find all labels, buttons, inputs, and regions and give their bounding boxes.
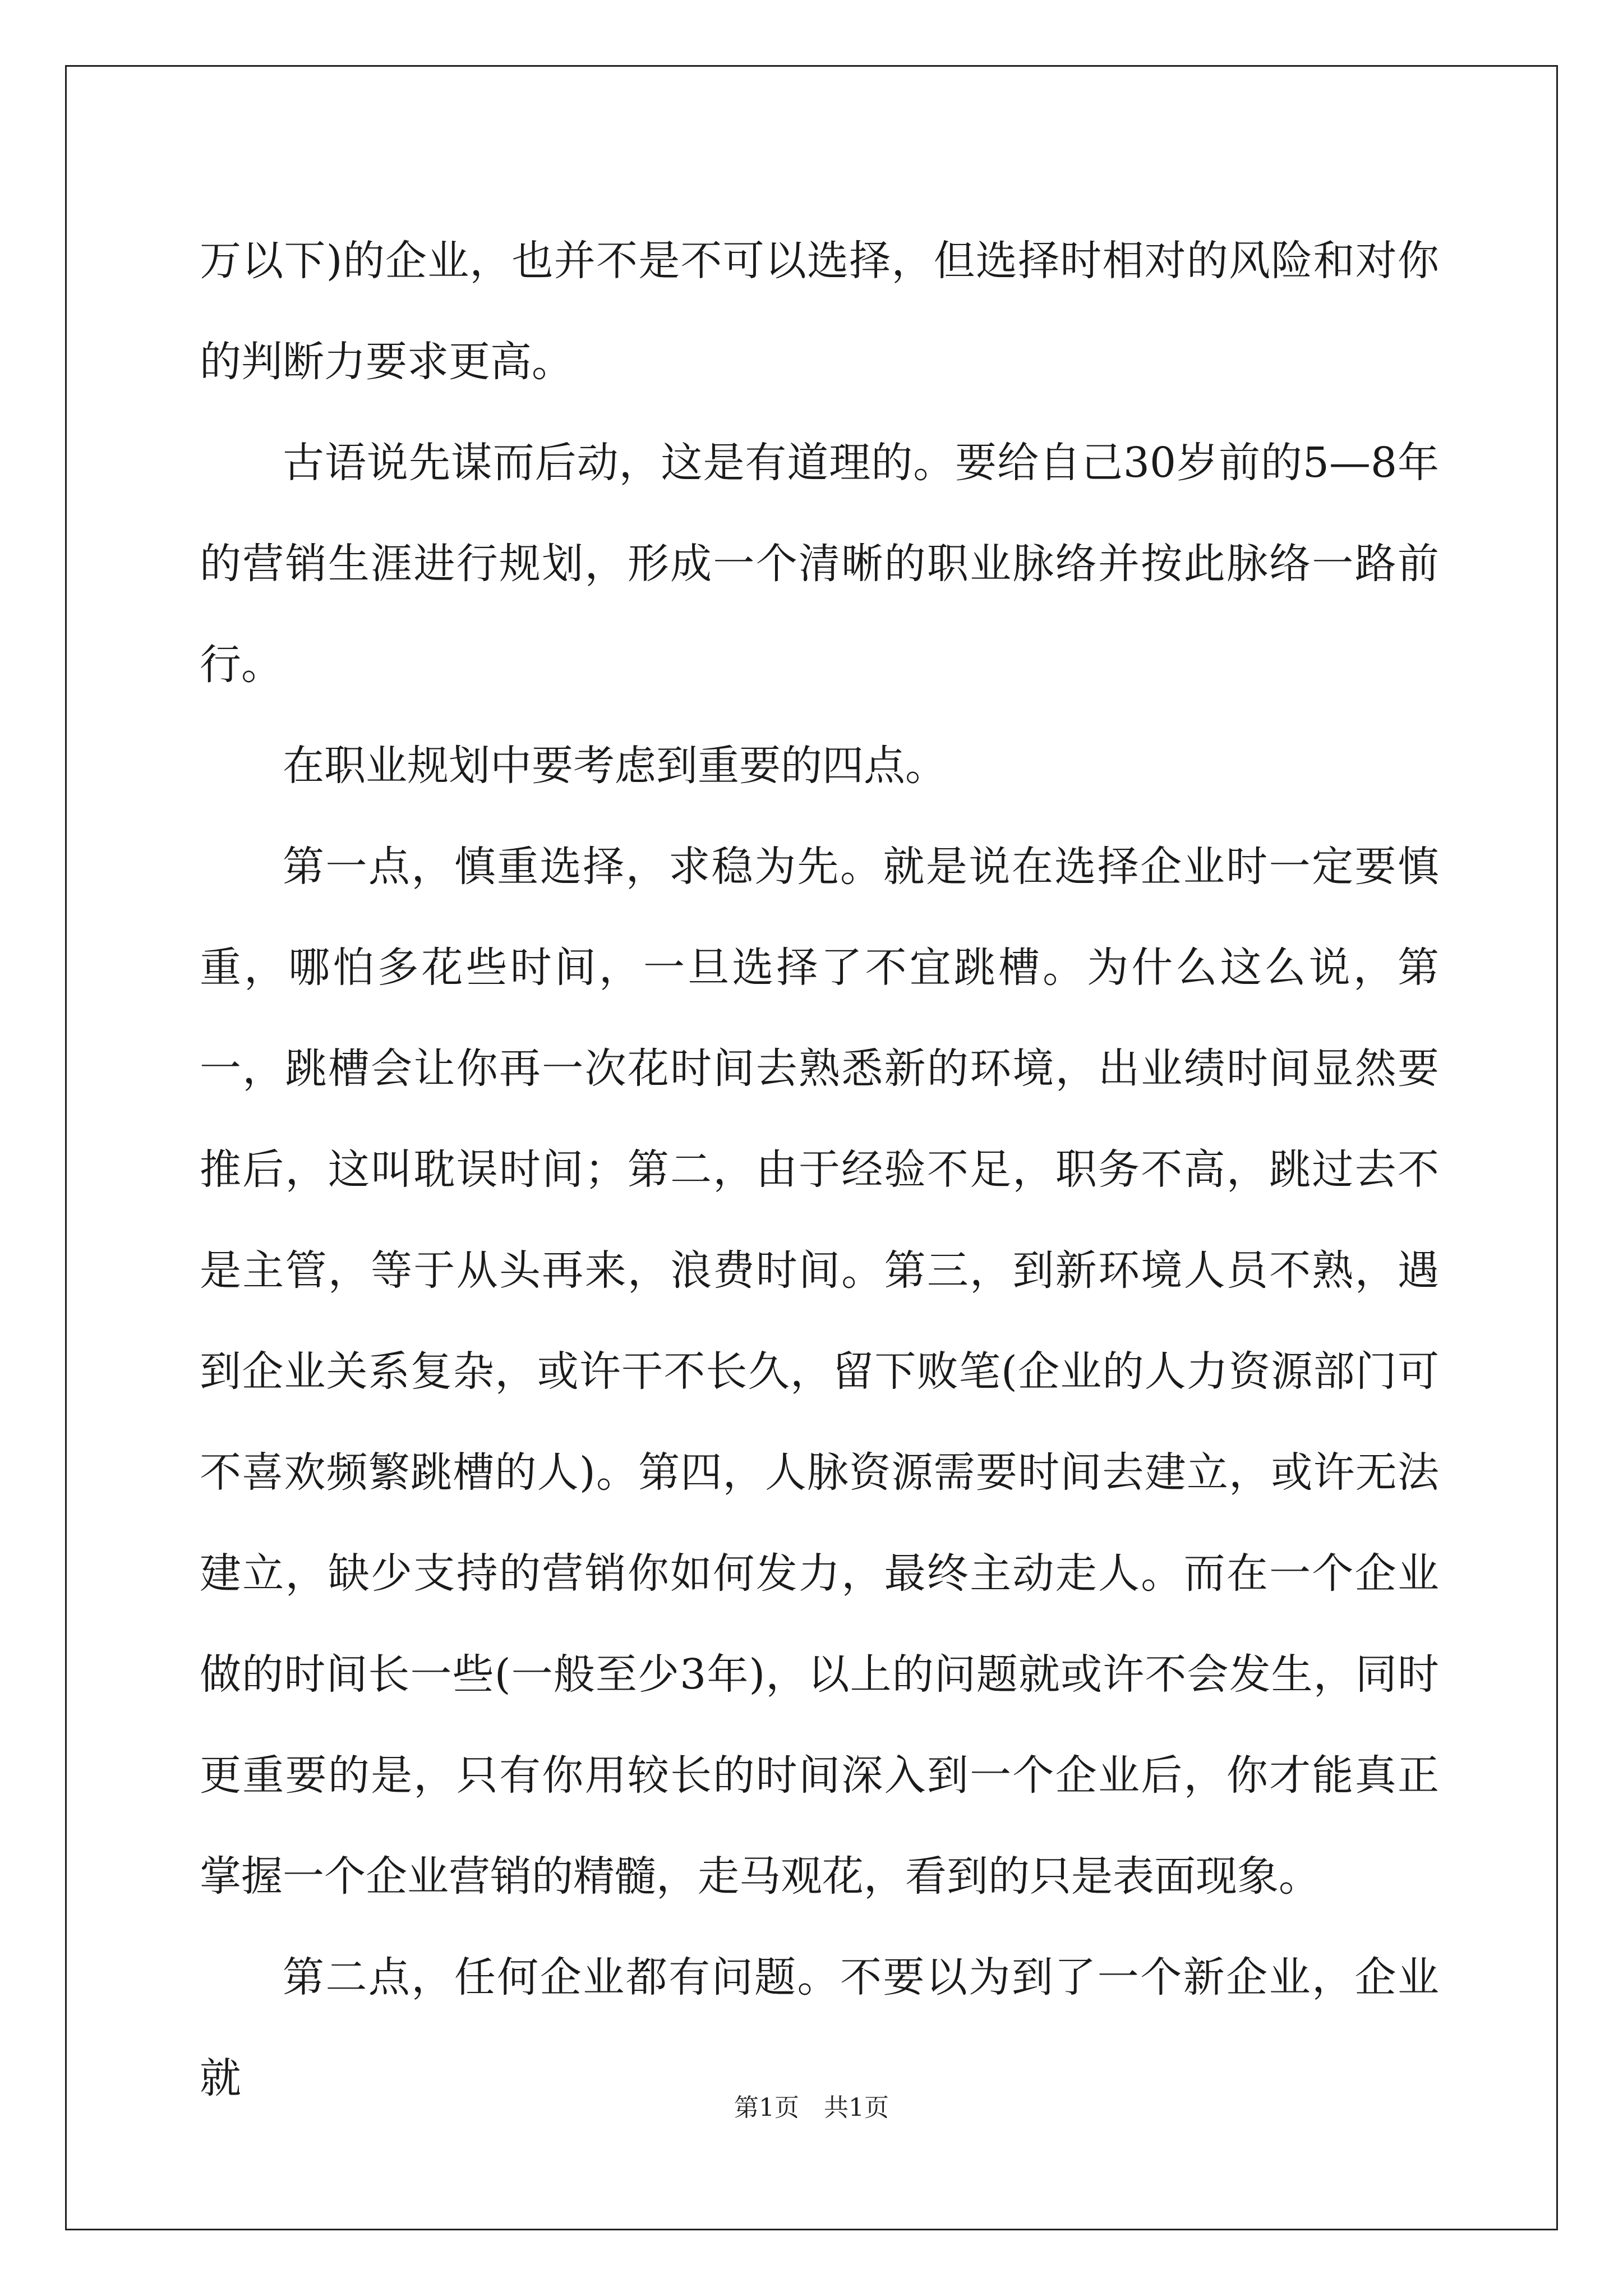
paragraph-5: 第二点，任何企业都有问题。不要以为到了一个新企业，企业就 [200, 1953, 1439, 2102]
paragraph-4: 第一点，慎重选择，求稳为先。就是说在选择企业时一定要慎重，哪怕多花些时间，一旦选择了不宜跳槽。为什么这么说，第一，跳槽会让你再一次花时间去熟悉新的环境，出业绩时间显然要推后，这叫耽误时间；第二，由于经验不足，职务不高，跳过去不是主管，等于从头再来，浪费时间。第三，到新环境人员不熟，遇到企业关系复杂，或许干不长久，留下败笔(企业的人力资源部门可不喜欢频繁跳槽的人)。第四，人脉资源需要时间去建立，或许无法建立，缺少支持的营销你如何发力，最终主动走人。而在一个企业做的时间长一些(一般至少3年)，以上的问题就或许不会发生，同时更重要的是，只有你用较长的时间深入到一个企业后，你才能真正掌握一个企业营销的精髓，走马观花，看到的只是表面现象。 [200, 843, 1439, 1901]
paragraph-2: 古语说先谋而后动，这是有道理的。要给自己30岁前的5—8年的营销生涯进行规划，形成一个清晰的职业脉络并按此脉络一路前行。 [200, 439, 1439, 689]
page-total: 共1页 [824, 2093, 889, 2122]
document-body [200, 210, 1439, 2129]
page-footer [0, 2087, 1623, 2123]
page-number: 第1页 [734, 2093, 799, 2122]
paragraph-1: 万以下)的企业，也并不是不可以选择，但选择时相对的风险和对你的判断力要求更高。 [200, 237, 1439, 386]
paragraph-3: 在职业规划中要考虑到重要的四点。 [283, 742, 947, 790]
